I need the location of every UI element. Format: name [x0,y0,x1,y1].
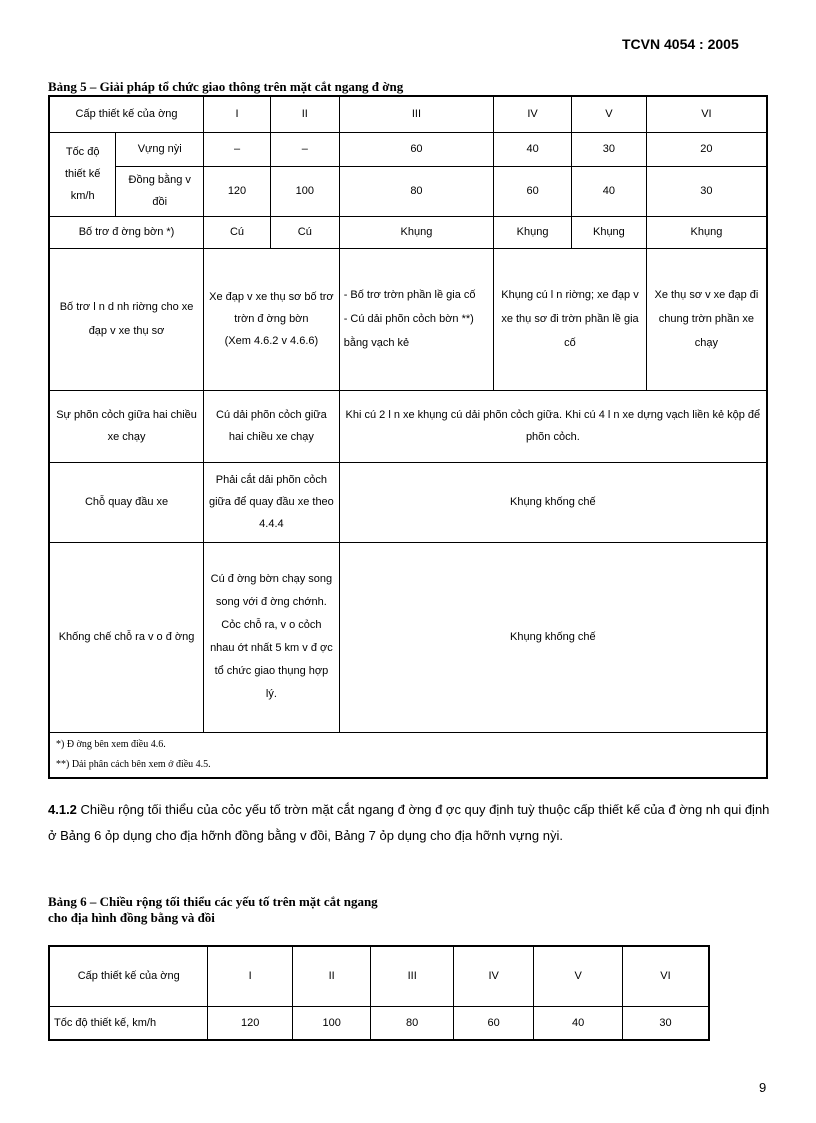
grade-cell: I [208,946,293,1006]
table5 [48,95,768,779]
access-label: Khống chế chỗ ra v o đ ờng [49,542,204,732]
note-line: *) Đ ờng bên xem điều 4.6. [56,738,166,750]
terrain-label: Đồng bằng v đồi [116,166,204,216]
grade-cell: III [371,946,454,1006]
table5-speed-row [49,132,767,166]
value-cell: 30 [622,1006,709,1040]
paragraph-4-1-2 [48,797,770,849]
bike-lane-g12 [204,248,340,390]
value-cell: 100 [270,166,339,216]
value-cell: 60 [494,166,572,216]
value-cell: Khụng [494,216,572,248]
paragraph-text: Chiều rộng tối thiểu của cỏc yếu tố trờn mặt cắt ngang đ ờng đ ợc quy định tuỳ thuộc cấp thiết kế của đ ờng nh qui định ở Bảng 6 ỏp dụng cho địa hỡnh đồng bằng v đồi, Bảng 7 ỏp dụng cho địa hỡnh vựng nỳi. [48,802,770,843]
bike-lane-g45: Khụng cú l n riờng; xe đạp v xe thụ sơ đi trờn phần lề gia cố [494,248,647,390]
value-cell: – [270,132,339,166]
value-cell: Khụng [646,216,767,248]
uturn-label: Chỗ quay đầu xe [49,462,204,542]
grade-cell: I [204,96,271,132]
value-cell: 100 [292,1006,370,1040]
grade-cell: VI [622,946,709,1006]
table6-header-row [49,946,709,1006]
grade-cell: III [339,96,493,132]
bike-lane-g3 [339,248,493,390]
terrain-label: Vựng nỳi [116,132,204,166]
value-cell: 40 [571,166,646,216]
access-g12: Cú đ ờng bờn chạy song song với đ ờng chớnh. Cỏc chỗ ra, v o cỏch nhau ớt nhất 5 km v đ ợc tổ chức giao thụng hợp lý. [204,542,340,732]
separation-g12: Cú dải phõn cỏch giữa hai chiều xe chạy [204,390,340,462]
table6-caption-line1: Bảng 6 – Chiều rộng tối thiểu các yếu tố trên mặt cắt ngang [48,894,378,909]
bike-lane-g6: Xe thụ sơ v xe đạp đi chung trờn phần xe chạy [646,248,767,390]
grade-cell: II [270,96,339,132]
grade-cell: II [292,946,370,1006]
value-cell: 60 [339,132,493,166]
table6-speed-row [49,1006,709,1040]
value-cell: 60 [453,1006,533,1040]
note-line: **) Dải phân cách bên xem ở điều 4.5. [56,758,211,770]
table5-header-label: Cấp thiết kế của ờng [49,96,204,132]
grade-cell: V [534,946,623,1006]
bike-lane-g3-b: - Cú dải phõn cỏch bờn **) bằng vạch kẻ [343,313,474,349]
table6-caption-line2: cho địa hình đồng bằng và đồi [48,910,215,925]
uturn-g12: Phải cắt dải phõn cỏch giữa để quay đầu xe theo 4.4.4 [204,462,340,542]
bike-lane-g12-ref: (Xem 4.6.2 v 4.6.6) [224,335,319,347]
value-cell: 40 [534,1006,623,1040]
table6 [48,945,710,1041]
table5-shoulder-row [49,216,767,248]
table5-notes [49,732,767,778]
table5-bike-row [49,248,767,390]
separation-rest: Khi cú 2 l n xe khụng cú dải phõn cỏch giữa. Khi cú 4 l n xe dựng vạch liền kẻ kộp để phõn cỏch. [339,390,767,462]
table6-speed-label: Tốc độ thiết kế, km/h [49,1006,208,1040]
bike-lane-label: Bố trơ l n d nh riờng cho xe đạp v xe thụ sơ [49,248,204,390]
table5-access-row [49,542,767,732]
table5-notes-row [49,732,767,778]
value-cell: 30 [646,166,767,216]
bike-lane-g12-text: Xe đạp v xe thụ sơ bố trơ trờn đ ờng bờn [209,291,334,325]
table5-header-row [49,96,767,132]
speed-label: Tốc độ thiết kế km/h [49,132,116,216]
value-cell: Khụng [339,216,493,248]
table6-caption [48,894,378,926]
separation-label: Sự phõn cỏch giữa hai chiều xe chạy [49,390,204,462]
value-cell: 20 [646,132,767,166]
value-cell: – [204,132,271,166]
paragraph-number: 4.1.2 [48,802,77,817]
bike-lane-g3-a: - Bố trơ trờn phần lề gia cố [343,289,476,301]
table5-uturn-row [49,462,767,542]
access-rest: Khụng khống chế [339,542,767,732]
table5-caption: Bảng 5 – Giải pháp tổ chức giao thông trên mặt cắt ngang đ ờng [48,79,404,94]
value-cell: 120 [204,166,271,216]
value-cell: 80 [339,166,493,216]
grade-cell: IV [494,96,572,132]
value-cell: 40 [494,132,572,166]
grade-cell: V [571,96,646,132]
value-cell: Cú [204,216,271,248]
value-cell: Khụng [571,216,646,248]
value-cell: 30 [571,132,646,166]
grade-cell: VI [646,96,767,132]
table6-header-label: Cấp thiết kế của ờng [49,946,208,1006]
value-cell: 120 [208,1006,293,1040]
shoulder-label: Bố trơ đ ờng bờn *) [49,216,204,248]
grade-cell: IV [453,946,533,1006]
table5-separation-row [49,390,767,462]
uturn-rest: Khụng khống chế [339,462,767,542]
value-cell: 80 [371,1006,454,1040]
value-cell: Cú [270,216,339,248]
page-number: 9 [759,1080,767,1095]
table5-speed-row [49,166,767,216]
standard-code: TCVN 4054 : 2005 [622,36,739,52]
